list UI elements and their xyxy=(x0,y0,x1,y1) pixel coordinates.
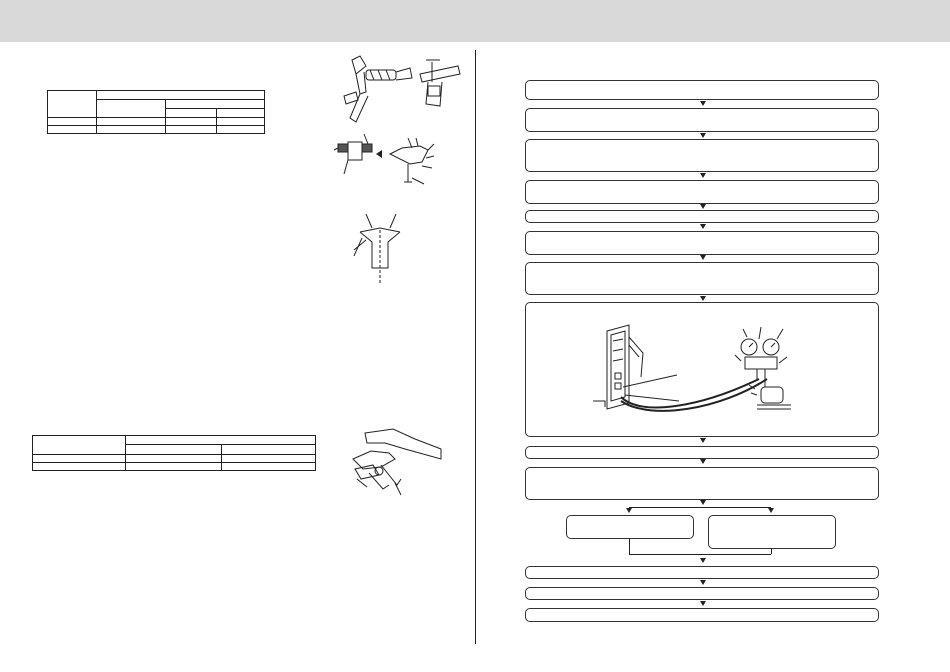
merge-line xyxy=(771,548,772,554)
flow-arrow xyxy=(700,133,706,138)
table-cell xyxy=(217,109,265,118)
flow-arrow xyxy=(700,224,706,229)
flow-step-5 xyxy=(525,210,879,223)
flow-arrow xyxy=(700,438,706,443)
flow-step-2 xyxy=(525,108,879,132)
table-cell xyxy=(97,91,265,100)
flow-step-12 xyxy=(525,587,879,600)
flow-arrow xyxy=(700,558,706,563)
tightening-torque-table xyxy=(32,435,316,471)
flow-arrow xyxy=(700,173,706,178)
flow-arrow xyxy=(626,508,632,513)
table-cell xyxy=(97,118,166,126)
flared-pipe-end-illustration xyxy=(352,210,412,290)
merge-line xyxy=(629,554,771,555)
table-cell xyxy=(33,455,126,463)
flow-arrow xyxy=(700,101,706,106)
flow-arrow xyxy=(700,459,706,464)
pipe-cutter-and-flare-tool-illustration xyxy=(330,52,465,127)
flow-arrow xyxy=(768,508,774,513)
flow-step-9 xyxy=(525,446,879,459)
flow-step-11 xyxy=(525,566,879,579)
table-cell xyxy=(222,455,316,463)
flow-arrow xyxy=(700,204,706,209)
table-cell xyxy=(48,118,97,126)
column-divider xyxy=(475,50,476,644)
header-bar xyxy=(0,0,950,42)
flow-step-6 xyxy=(525,231,879,255)
flow-step-4 xyxy=(525,180,879,204)
table-cell xyxy=(166,109,217,118)
flow-arrow xyxy=(700,255,706,260)
table-cell xyxy=(33,436,126,455)
table-cell xyxy=(48,126,97,134)
flow-arrow xyxy=(700,601,706,606)
flow-step-8-diagram xyxy=(525,302,879,437)
table-cell xyxy=(166,118,217,126)
table-cell xyxy=(166,100,265,109)
table-cell xyxy=(217,126,265,134)
table-cell xyxy=(222,445,316,455)
table-cell xyxy=(126,463,222,471)
branch-line xyxy=(629,507,771,508)
table-cell xyxy=(48,91,97,118)
flare-dimension-table xyxy=(47,90,265,134)
flow-arrow xyxy=(700,296,706,301)
table-cell xyxy=(97,126,166,134)
table-cell xyxy=(97,100,166,118)
flow-arrow xyxy=(700,500,706,505)
table-cell xyxy=(126,455,222,463)
flow-step-7 xyxy=(525,262,879,295)
table-cell xyxy=(222,463,316,471)
flow-branch-right xyxy=(708,515,836,549)
wrench-tightening-illustration xyxy=(345,425,445,500)
pipe-end-inspection-illustration xyxy=(330,128,465,190)
flow-step-1 xyxy=(525,80,879,100)
flow-step-13 xyxy=(525,608,879,622)
merge-line xyxy=(629,538,630,554)
flow-step-10 xyxy=(525,467,879,500)
table-cell xyxy=(33,463,126,471)
table-cell xyxy=(217,118,265,126)
gauge-manifold-connection-illustration xyxy=(581,317,841,429)
flow-step-3 xyxy=(525,139,879,172)
table-cell xyxy=(126,436,316,445)
flow-arrow xyxy=(700,580,706,585)
table-cell xyxy=(126,445,222,455)
flow-branch-left xyxy=(566,515,694,539)
table-cell xyxy=(166,126,217,134)
